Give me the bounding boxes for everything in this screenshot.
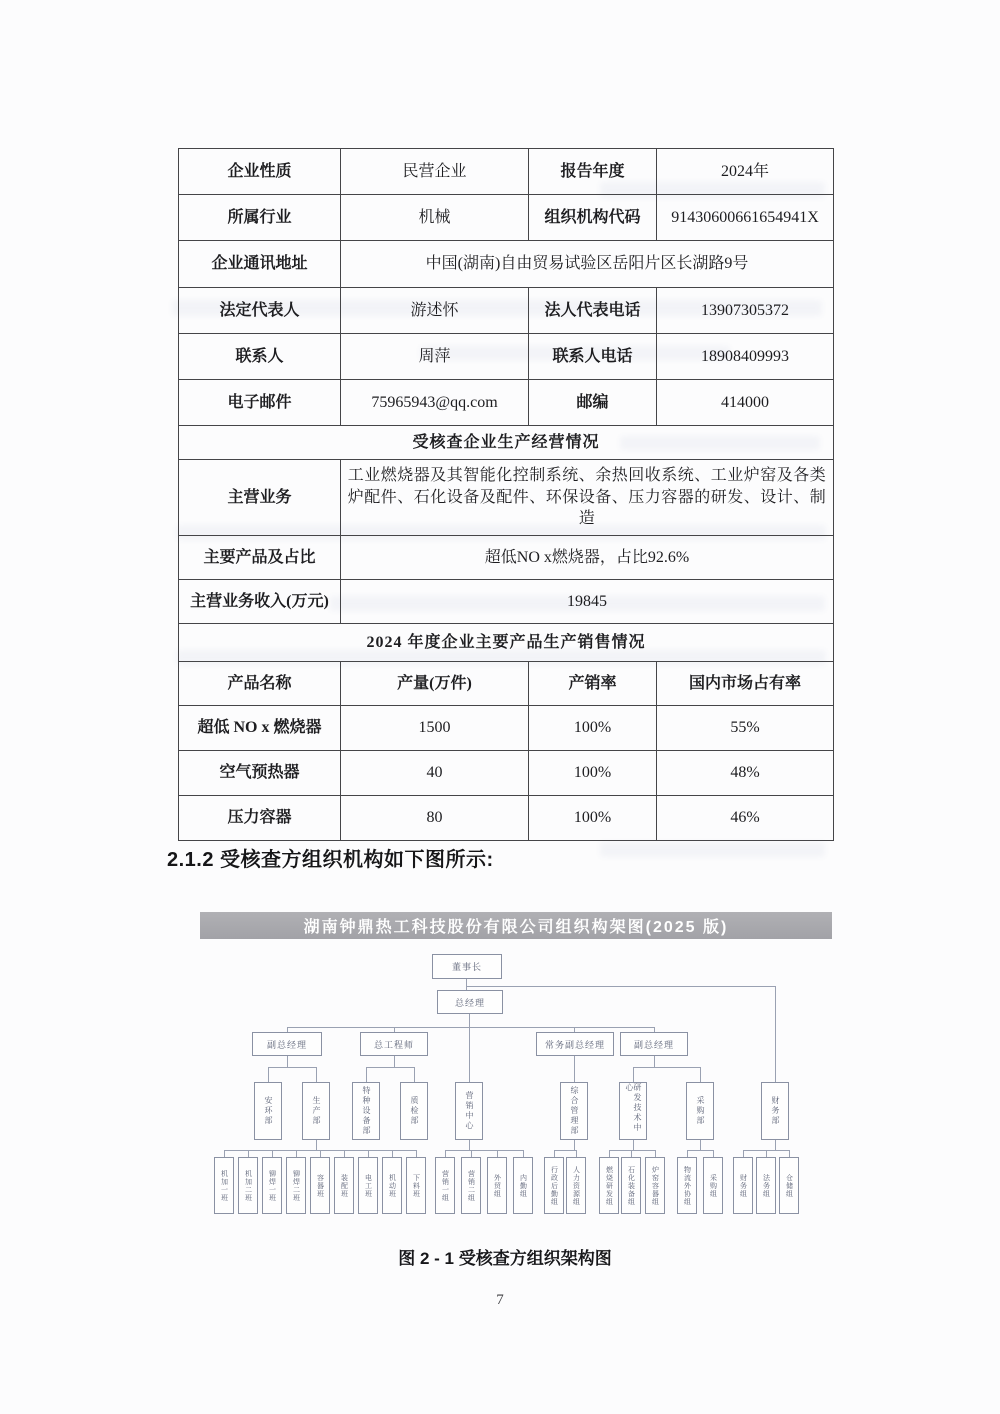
connector-line [775, 986, 776, 1082]
org-group: 下料班 [406, 1157, 426, 1214]
connector-line [414, 1067, 415, 1082]
field-label: 主营业务 [179, 460, 341, 536]
product-row [179, 796, 834, 841]
field-label: 法定代表人 [179, 288, 341, 334]
org-dept-production: 生产部 [302, 1082, 330, 1140]
section-heading: 2.1.2 受核查方组织机构如下图所示: [167, 849, 494, 871]
org-group: 容器班 [310, 1157, 330, 1214]
product-value: 55% [657, 706, 834, 751]
table-row [179, 580, 834, 624]
connector-line [469, 1014, 470, 1082]
connector-line [654, 1056, 655, 1067]
field-label: 邮编 [529, 380, 657, 426]
product-name: 压力容器 [179, 796, 341, 841]
connector-line [609, 1150, 610, 1157]
company-info-table [178, 148, 834, 841]
figure-caption: 图 2 - 1 受核查方组织架构图 [398, 1249, 612, 1268]
org-group: 外贸组 [487, 1157, 507, 1214]
field-label: 报告年度 [529, 149, 657, 195]
product-value: 1500 [341, 706, 529, 751]
field-label: 法人代表电话 [529, 288, 657, 334]
field-label: 企业性质 [179, 149, 341, 195]
connector-line [268, 1067, 317, 1068]
table-row [179, 241, 834, 288]
org-group: 石化装备组 [621, 1157, 641, 1214]
connector-line [654, 1027, 655, 1032]
column-header: 国内市场占有率 [657, 662, 834, 706]
connector-line [469, 1140, 470, 1150]
connector-line [224, 1150, 225, 1157]
field-value: 13907305372 [657, 288, 834, 334]
org-dept-safety-env: 安环部 [254, 1082, 282, 1140]
org-node-chief-engineer: 总工程师 [360, 1032, 428, 1056]
table-row [179, 380, 834, 426]
field-label: 电子邮件 [179, 380, 341, 426]
field-value: 周萍 [341, 334, 529, 380]
org-group: 营销一组 [435, 1157, 455, 1214]
field-value: 机械 [341, 195, 529, 241]
field-label: 组织机构代码 [529, 195, 657, 241]
org-chart-title-bar: 湖南钟鼎热工科技股份有限公司组织构架图(2025 版) [200, 912, 832, 939]
section-title: 受核查企业生产经营情况 [179, 426, 834, 460]
product-header-row [179, 662, 834, 706]
field-value: 中国(湖南)自由贸易试验区岳阳片区长湖路9号 [341, 241, 834, 288]
connector-line [655, 1150, 656, 1157]
connector-line [445, 1150, 524, 1151]
section-header-row [179, 624, 834, 662]
product-value: 46% [657, 796, 834, 841]
table-row [179, 288, 834, 334]
connector-line [368, 1150, 369, 1157]
connector-line [574, 1027, 575, 1032]
field-value: 19845 [341, 580, 834, 624]
product-value: 100% [529, 706, 657, 751]
table-row [179, 195, 834, 241]
product-value: 40 [341, 751, 529, 796]
connector-line [296, 1150, 297, 1157]
field-value: 91430600661654941X [657, 195, 834, 241]
org-dept-finance: 财务部 [761, 1082, 789, 1140]
connector-line [287, 1027, 655, 1028]
org-node-chairman: 董事长 [432, 954, 502, 979]
org-node-executive-deputy-gm: 常务副总经理 [536, 1032, 614, 1056]
org-group: 装配班 [334, 1157, 354, 1214]
product-value: 48% [657, 751, 834, 796]
org-dept-rnd-center: 研发技术中心 [619, 1082, 647, 1140]
org-dept-special-equipment: 特种设备部 [352, 1082, 380, 1140]
product-row [179, 751, 834, 796]
connector-line [268, 1067, 269, 1082]
table-row [179, 536, 834, 580]
connector-line [287, 1027, 288, 1032]
table-row [179, 334, 834, 380]
connector-line [554, 1150, 577, 1151]
org-group: 法务组 [756, 1157, 776, 1214]
connector-line [633, 1140, 634, 1150]
org-group: 采购组 [703, 1157, 723, 1214]
connector-line [497, 1150, 498, 1157]
org-group: 人力资源组 [566, 1157, 586, 1214]
org-group: 内勤组 [513, 1157, 533, 1214]
connector-line [609, 1150, 656, 1151]
product-name: 空气预热器 [179, 751, 341, 796]
connector-line [743, 1150, 744, 1157]
org-dept-quality: 质检部 [400, 1082, 428, 1140]
field-label: 联系人 [179, 334, 341, 380]
column-header: 产量(万件) [341, 662, 529, 706]
connector-line [394, 1027, 395, 1032]
field-label: 所属行业 [179, 195, 341, 241]
field-label: 主要产品及占比 [179, 536, 341, 580]
connector-line [700, 1140, 701, 1150]
connector-line [316, 1067, 317, 1082]
connector-line [687, 1150, 688, 1157]
org-dept-purchasing: 采购部 [686, 1082, 714, 1140]
connector-line [316, 1140, 317, 1150]
connector-line [272, 1150, 273, 1157]
connector-line [713, 1150, 714, 1157]
connector-line [320, 1150, 321, 1157]
org-chart [200, 910, 832, 1250]
connector-line [576, 1150, 577, 1157]
connector-line [471, 1150, 472, 1157]
connector-line [248, 1150, 249, 1157]
org-group: 行政后勤组 [544, 1157, 564, 1214]
connector-line [366, 1067, 367, 1082]
product-value: 80 [341, 796, 529, 841]
connector-line [574, 1056, 575, 1082]
table-row [179, 460, 834, 536]
column-header: 产销率 [529, 662, 657, 706]
connector-line [523, 1150, 524, 1157]
org-group: 燃烧研发组 [599, 1157, 619, 1214]
field-value: 民营企业 [341, 149, 529, 195]
connector-line [445, 1150, 446, 1157]
page-number: 7 [496, 1292, 504, 1308]
table-row [179, 149, 834, 195]
org-group: 铆焊二班 [286, 1157, 306, 1214]
field-value: 414000 [657, 380, 834, 426]
field-value: 工业燃烧器及其智能化控制系统、余热回收系统、工业炉窑及各类炉配件、石化设备及配件、环保设备、压力容器的研发、设计、制造 [341, 460, 834, 536]
field-value: 游述怀 [341, 288, 529, 334]
connector-line [394, 1056, 395, 1067]
field-value: 75965943@qq.com [341, 380, 529, 426]
org-dept-general-admin: 综合管理部 [560, 1082, 588, 1140]
connector-line [789, 1150, 790, 1157]
connector-line [574, 1140, 575, 1150]
section-header-row [179, 426, 834, 460]
field-value: 18908409993 [657, 334, 834, 380]
org-group: 财务组 [733, 1157, 753, 1214]
org-group: 机加二班 [238, 1157, 258, 1214]
connector-line [631, 1150, 632, 1157]
connector-line [633, 1067, 701, 1068]
org-group: 仓储组 [779, 1157, 799, 1214]
connector-line [416, 1150, 417, 1157]
connector-line [466, 986, 776, 987]
column-header: 产品名称 [179, 662, 341, 706]
product-value: 100% [529, 751, 657, 796]
connector-line [287, 1056, 288, 1067]
scan-bleedthrough [600, 842, 825, 857]
org-group: 铆焊一班 [262, 1157, 282, 1214]
org-group: 机加一班 [214, 1157, 234, 1214]
org-node-deputy-gm-2: 副总经理 [620, 1032, 688, 1056]
product-name: 超低 NO x 燃烧器 [179, 706, 341, 751]
section-title: 2024 年度企业主要产品生产销售情况 [179, 624, 834, 662]
product-row [179, 706, 834, 751]
org-group: 物流外协组 [677, 1157, 697, 1214]
field-label: 主营业务收入(万元) [179, 580, 341, 624]
connector-line [344, 1150, 345, 1157]
org-group: 机动班 [382, 1157, 402, 1214]
connector-line [366, 1067, 415, 1068]
field-label: 联系人电话 [529, 334, 657, 380]
org-group: 电工班 [358, 1157, 378, 1214]
org-node-general-manager: 总经理 [437, 990, 503, 1014]
connector-line [766, 1150, 767, 1157]
connector-line [466, 979, 467, 990]
connector-line [633, 1067, 634, 1082]
connector-line [554, 1150, 555, 1157]
connector-line [687, 1150, 714, 1151]
connector-line [775, 1140, 776, 1150]
org-group: 炉窑容器组 [645, 1157, 665, 1214]
org-node-deputy-gm-1: 副总经理 [252, 1032, 322, 1056]
product-value: 100% [529, 796, 657, 841]
connector-line [700, 1067, 701, 1082]
field-label: 企业通讯地址 [179, 241, 341, 288]
field-value: 超低NO x燃烧器，占比92.6% [341, 536, 834, 580]
org-dept-marketing-center: 营销中心 [455, 1082, 483, 1140]
org-group: 营销二组 [461, 1157, 481, 1214]
field-value: 2024年 [657, 149, 834, 195]
connector-line [392, 1150, 393, 1157]
